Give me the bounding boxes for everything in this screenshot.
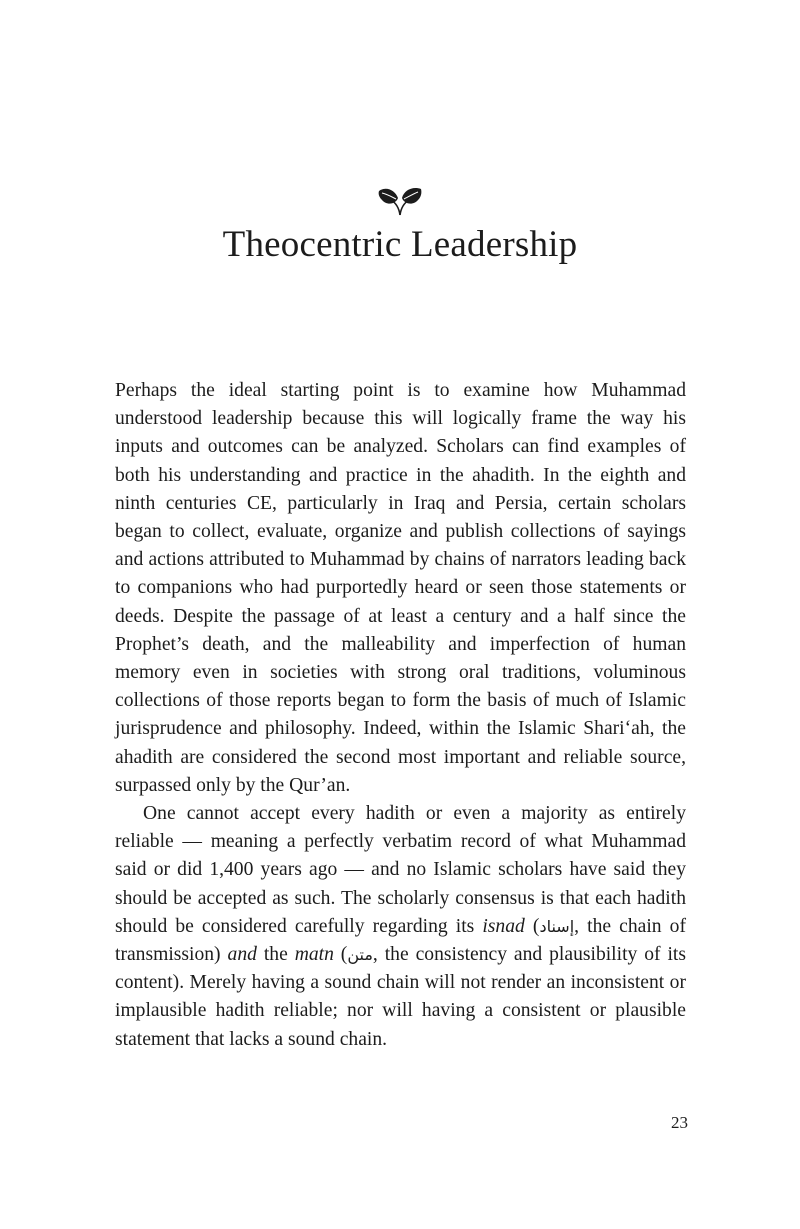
term-isnad: isnad (482, 915, 525, 937)
page-number: 23 (671, 1113, 688, 1132)
arabic-isnad: إسناد (539, 916, 575, 936)
paragraph-2-text: , the chain of transmission) (115, 915, 686, 966)
paragraph-2-text: the (256, 944, 295, 966)
paren-open: ( (524, 915, 540, 937)
paragraph-2-text: , the consistency and plausibility of its content). Merely having a sound chain will not render an inconsistent or implausible hadith reliable; nor will having a consistent or plausible statement that lacks a sound chain. (115, 944, 686, 1050)
arabic-matn: متن (347, 945, 373, 965)
chapter-title: Theocentric Leadership (222, 224, 578, 265)
paragraph-2-text: One cannot accept every hadith or even a majority as entirely reliable — meaning a perfectly verbatim record of what Muhammad said or did 1,400 years ago — and no Islamic scholars have said they should be accepted as such. The scholarly consensus is that each hadith should be considered carefully regarding its (115, 803, 686, 937)
paragraph-1: Perhaps the ideal starting point is to examine how Muhammad understood leadership because this will logically frame the way his inputs and outcomes can be analyzed. Scholars can find examples of both his understanding and practice in the ahadith. In the eighth and ninth centuries CE, particularly in Iraq and Persia, certain scholars began to collect, evaluate, organize and publish collections of sayings and actions attributed to Muhammad by chains of narrators leading back to companions who had purportedly heard or seen those statements or deeds. Despite the passage of at least a century and a half since the Prophet’s death, and the malleability and imperfection of human memory even in societies with strong oral traditions, voluminous collections of those reports began to form the basis of much of Islamic jurisprudence and philosophy. Indeed, within the Islamic Shari‘ah, the ahadith are considered the second most important and reliable source, surpassed only by the Qur’an. (115, 380, 686, 796)
paren-open: ( (333, 944, 348, 966)
paragraph-2 (115, 800, 686, 1054)
body-text (115, 377, 686, 1054)
term-matn: matn (294, 944, 334, 966)
emphasis-and: and (227, 944, 257, 966)
leaf-fleuron-icon (376, 186, 424, 216)
